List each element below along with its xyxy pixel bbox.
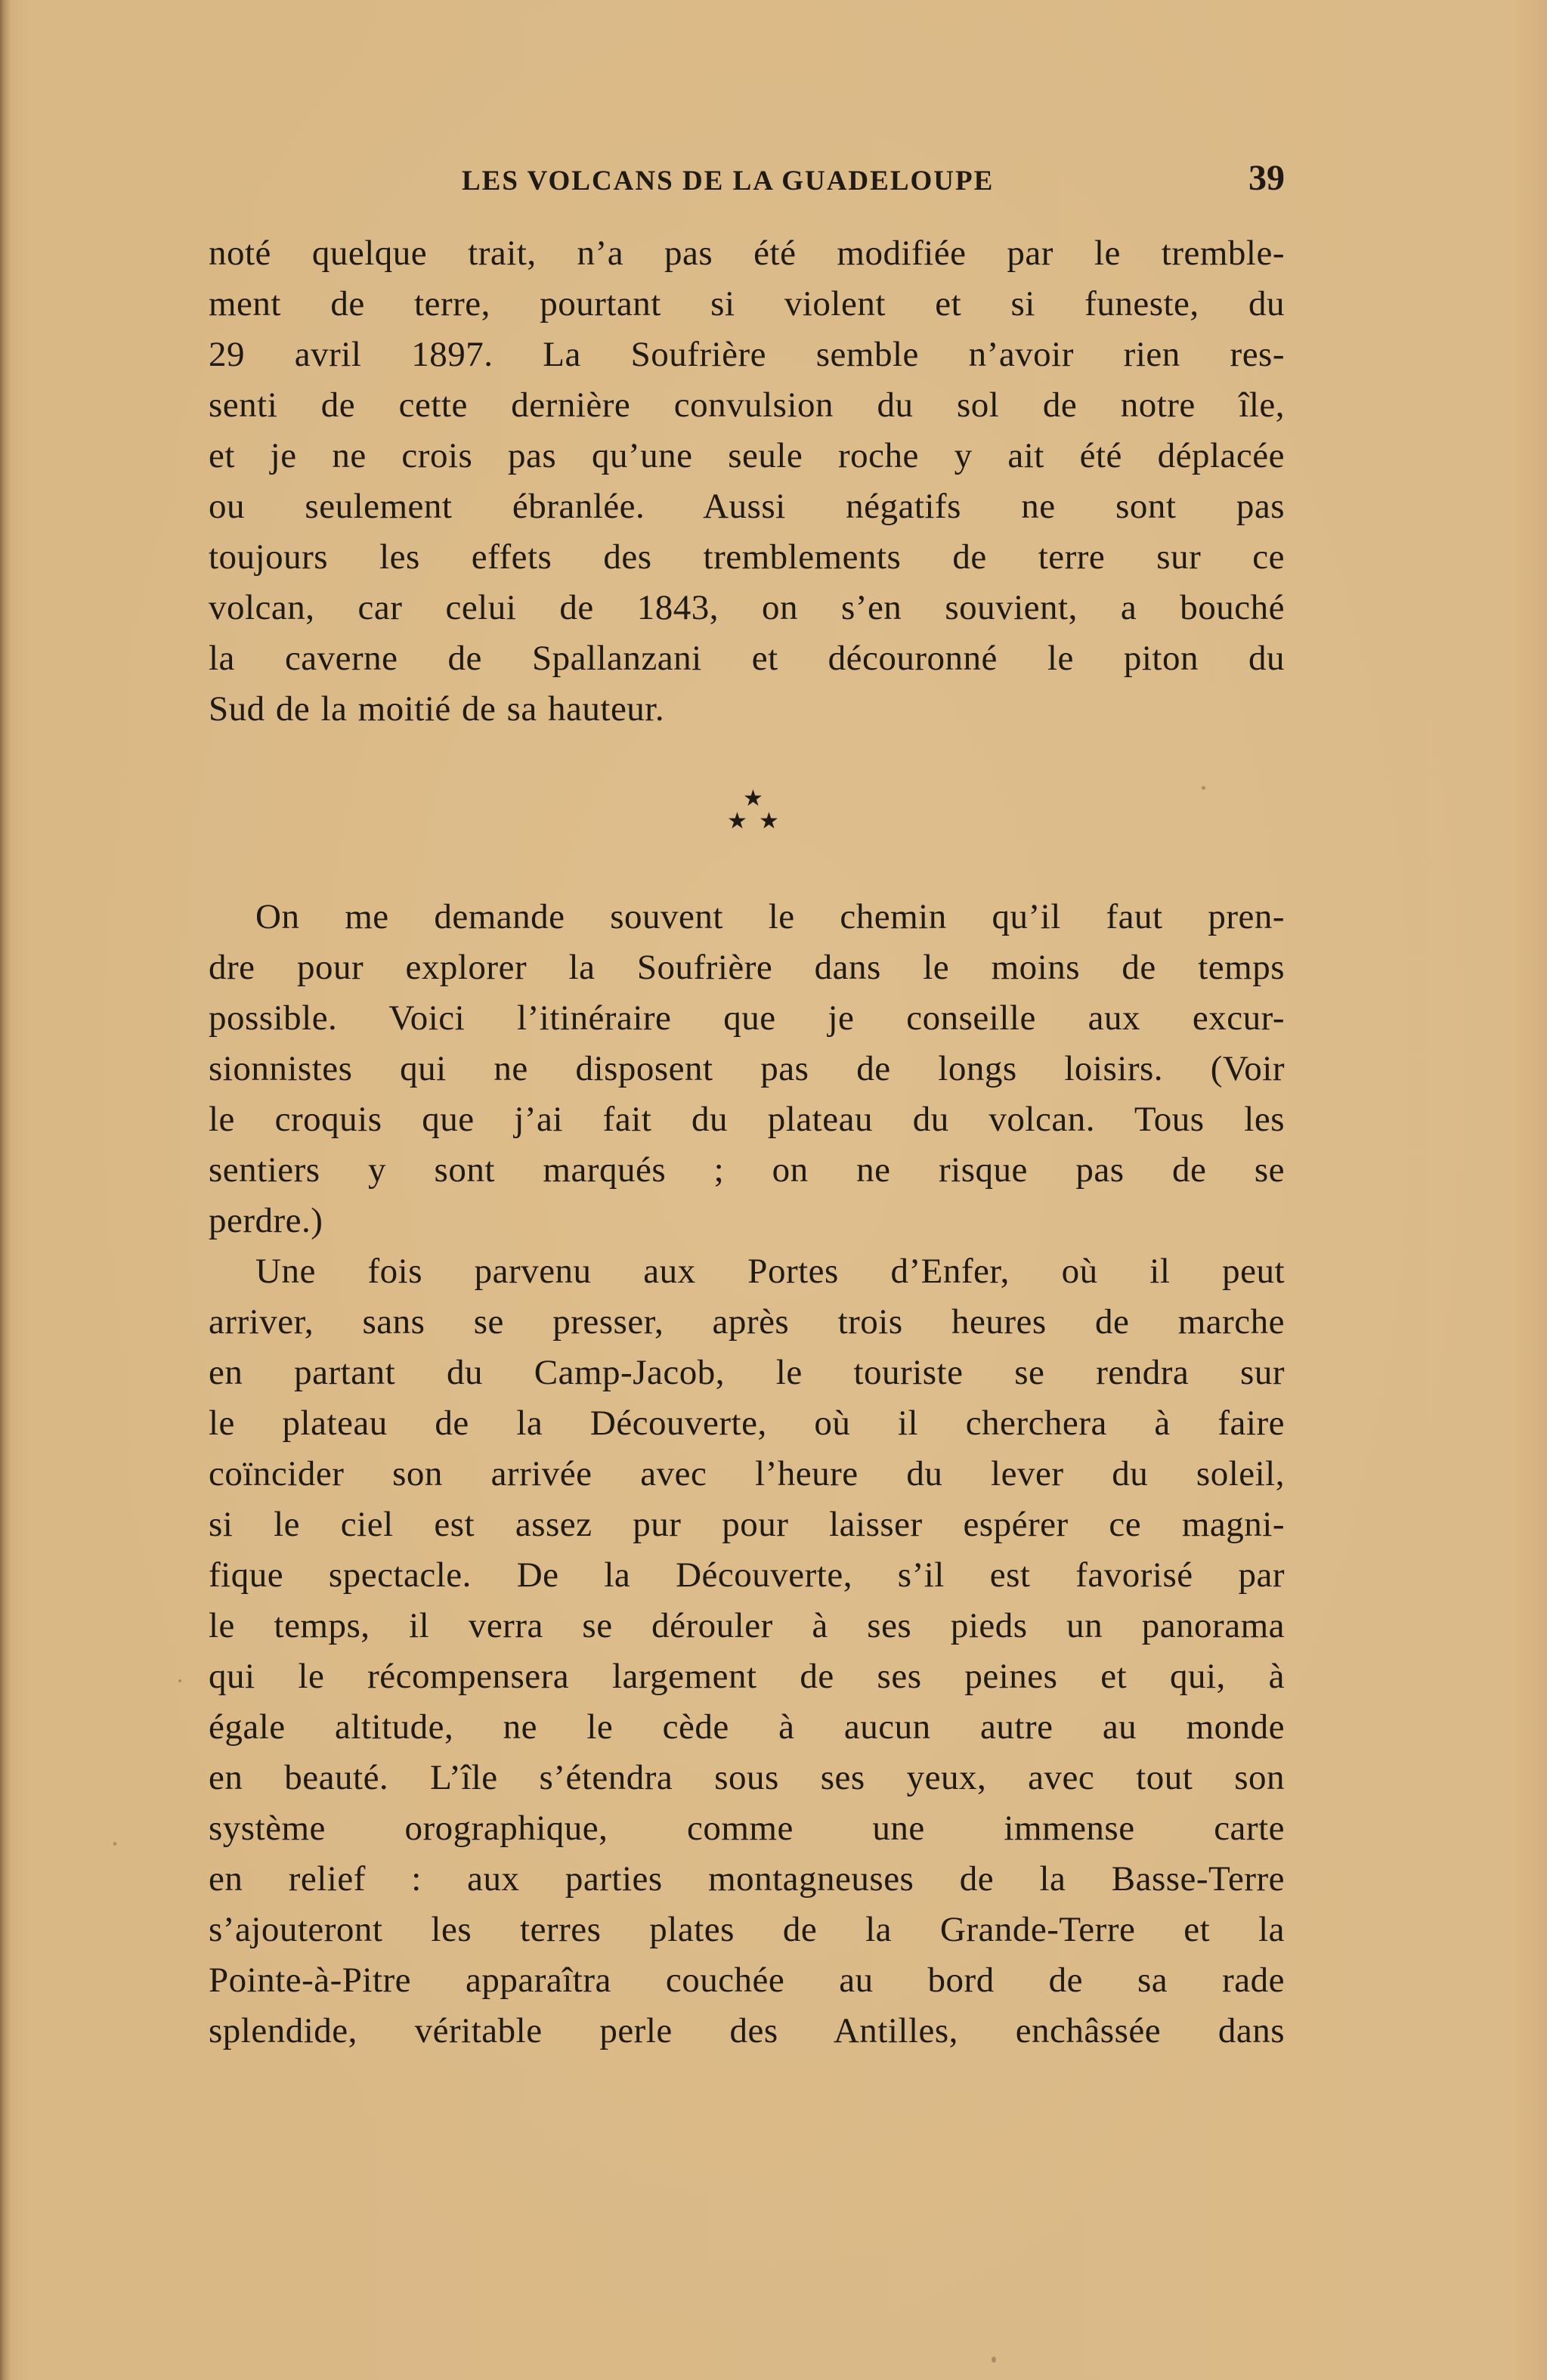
text-line: 29 avril 1897. La Soufrière semble n’avoir rien res- bbox=[209, 335, 1285, 374]
text-line: perdre.) bbox=[209, 1201, 323, 1240]
text-line: senti de cette dernière convulsion du sol de notre île, bbox=[209, 385, 1285, 425]
paragraph-1 bbox=[209, 228, 1285, 735]
paper-speck bbox=[178, 1679, 181, 1682]
page-binding-edge bbox=[0, 0, 11, 2380]
text-line: et je ne crois pas qu’une seule roche y ait été déplacée bbox=[209, 436, 1285, 475]
text-line: sentiers y sont marqués ; on ne risque pas de se bbox=[209, 1150, 1285, 1190]
page-header bbox=[209, 159, 1285, 204]
text-line: en beauté. L’île s’étendra sous ses yeux, avec tout son bbox=[209, 1758, 1285, 1797]
text-line: la caverne de Spallanzani et découronné le piton du bbox=[209, 639, 1285, 678]
text-line: ment de terre, pourtant si violent et si funeste, du bbox=[209, 284, 1285, 323]
star-icon: ★ bbox=[743, 786, 763, 811]
text-line: qui le récompensera largement de ses peines et qui, à bbox=[209, 1657, 1285, 1696]
running-title: LES VOLCANS DE LA GUADELOUPE bbox=[462, 166, 995, 197]
text-line: égale altitude, ne le cède à aucun autre au monde bbox=[209, 1707, 1285, 1747]
text-line: ou seulement ébranlée. Aussi négatifs ne sont pas bbox=[209, 487, 1285, 526]
text-line: noté quelque trait, n’a pas été modifiée par le tremble- bbox=[209, 234, 1285, 273]
text-line: dre pour explorer la Soufrière dans le moins de temps bbox=[209, 948, 1285, 987]
text-line: le plateau de la Découverte, où il cherchera à faire bbox=[209, 1404, 1285, 1443]
text-line: sionnistes qui ne disposent pas de longs loisirs. (Voir bbox=[209, 1049, 1285, 1088]
text-line: coïncider son arrivée avec l’heure du lever du soleil, bbox=[209, 1454, 1285, 1493]
star-icon: ★ bbox=[759, 809, 779, 834]
text-line: s’ajouteront les terres plates de la Grande-Terre et la bbox=[209, 1910, 1285, 1949]
paper-speck bbox=[992, 2357, 996, 2363]
paragraph-2 bbox=[209, 892, 1285, 1246]
text-line: Sud de la moitié de sa hauteur. bbox=[209, 689, 665, 729]
section-break-asterism bbox=[718, 788, 786, 840]
text-line: toujours les effets des tremblements de terre sur ce bbox=[209, 537, 1285, 577]
paragraph-3 bbox=[209, 1246, 1285, 2057]
text-line: arriver, sans se presser, après trois heures de marche bbox=[209, 1302, 1285, 1342]
page-number: 39 bbox=[1248, 158, 1285, 198]
paper-speck bbox=[1202, 786, 1205, 790]
text-line: le croquis que j’ai fait du plateau du volcan. Tous les bbox=[209, 1100, 1285, 1139]
text-line: Pointe-à-Pitre apparaîtra couchée au bord de sa rade bbox=[209, 1961, 1285, 2000]
text-line: Une fois parvenu aux Portes d’Enfer, où il peut bbox=[255, 1252, 1285, 1291]
text-line: On me demande souvent le chemin qu’il faut pren- bbox=[255, 897, 1285, 936]
text-line: possible. Voici l’itinéraire que je conseille aux excur- bbox=[209, 998, 1285, 1038]
star-icon: ★ bbox=[727, 809, 747, 834]
text-line: en partant du Camp-Jacob, le touriste se rendra sur bbox=[209, 1353, 1285, 1392]
text-line: en relief : aux parties montagneuses de la Basse-Terre bbox=[209, 1859, 1285, 1899]
paper-speck bbox=[113, 1842, 116, 1846]
text-line: le temps, il verra se dérouler à ses pieds un panorama bbox=[209, 1606, 1285, 1645]
text-line: volcan, car celui de 1843, on s’en souvient, a bouché bbox=[209, 588, 1285, 627]
text-line: fique spectacle. De la Découverte, s’il est favorisé par bbox=[209, 1555, 1285, 1595]
text-line: splendide, véritable perle des Antilles, enchâssée dans bbox=[209, 2011, 1285, 2050]
text-line: système orographique, comme une immense carte bbox=[209, 1809, 1285, 1848]
text-line: si le ciel est assez pur pour laisser espérer ce magni- bbox=[209, 1505, 1285, 1544]
